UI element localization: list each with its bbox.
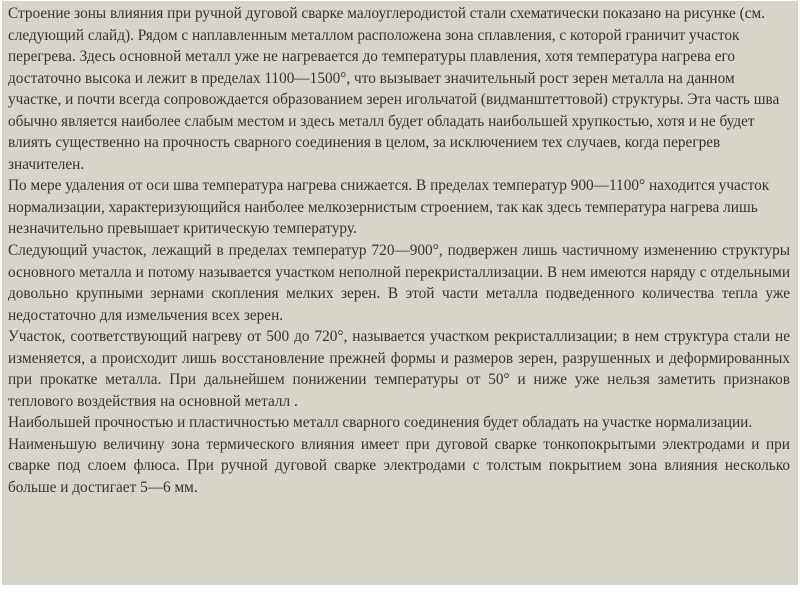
paragraph-partial-recrystallization: Следующий участок, лежащий в пределах температур 720—900°, подвержен лишь частичному изменению структуры основного металла и потому называется участком неполной перекристаллизации. В нем имеются наряду с отдельными довольно крупными зернами скопления мелких зерен. В этой части металла подведенного количества тепла уже недостаточно для измельчения всех зерен. <box>8 242 790 324</box>
text-block <box>2 1 798 585</box>
paragraph-min-zone-size: Наименьшую величину зона термического влияния имеет при дуговой сварке тонкопокрытыми электродами и при сварке под слоем флюса. При ручной дуговой сварке электродами с толстым покрытием зона влияния несколько больше и достигает 5—6 мм. <box>8 435 790 497</box>
paragraph-heat-affected-zone-overheating: Строение зоны влияния при ручной дуговой сварке малоуглеродистой стали схематически показано на рисунке (см. следующий слайд). Рядом с наплавленным металлом расположена зона сплавления, с которой граничит участок перегрева. Здесь основной металл уже не нагревается до температуры плавления, хотя температура нагрева его достаточно высока и лежит в пределах 1100—1500°, что вызывает значительный рост зерен металла на данном участке, и почти всегда сопровождается образованием зерен игольчатой (видманштеттовой) структуры. Эта часть шва обычно является наиболее слабым местом и здесь металл будет обладать наибольшей хрупкостью, хотя и не будет влиять существенно на прочность сварного соединения в целом, за исключением тех случаев, когда перегрев значителен. <box>8 5 780 173</box>
paragraph-normalization: По мере удаления от оси шва температура нагрева снижается. В пределах температур 900—1100° находится участок нормализации, характеризующийся наиболее мелкозернистым строением, так как здесь температура нагрева лишь незначительно превышает критическую температуру. <box>8 177 770 238</box>
paragraph-recrystallization: Участок, соответствующий нагреву от 500 до 720°, называется участком рекристаллизации; в нем структура стали не изменяется, а происходит лишь восстановление прежней формы и размеров зерен, разрушенных и деформированных при прокатке металла. При дальнейшем понижении температуры от 50° и ниже уже нельзя заметить признаков теплового воздействия на основной металл . <box>8 328 790 410</box>
paragraph-max-strength: Наибольшей прочностью и пластичностью металл сварного соединения будет обладать на участке нормализации. <box>8 414 753 432</box>
